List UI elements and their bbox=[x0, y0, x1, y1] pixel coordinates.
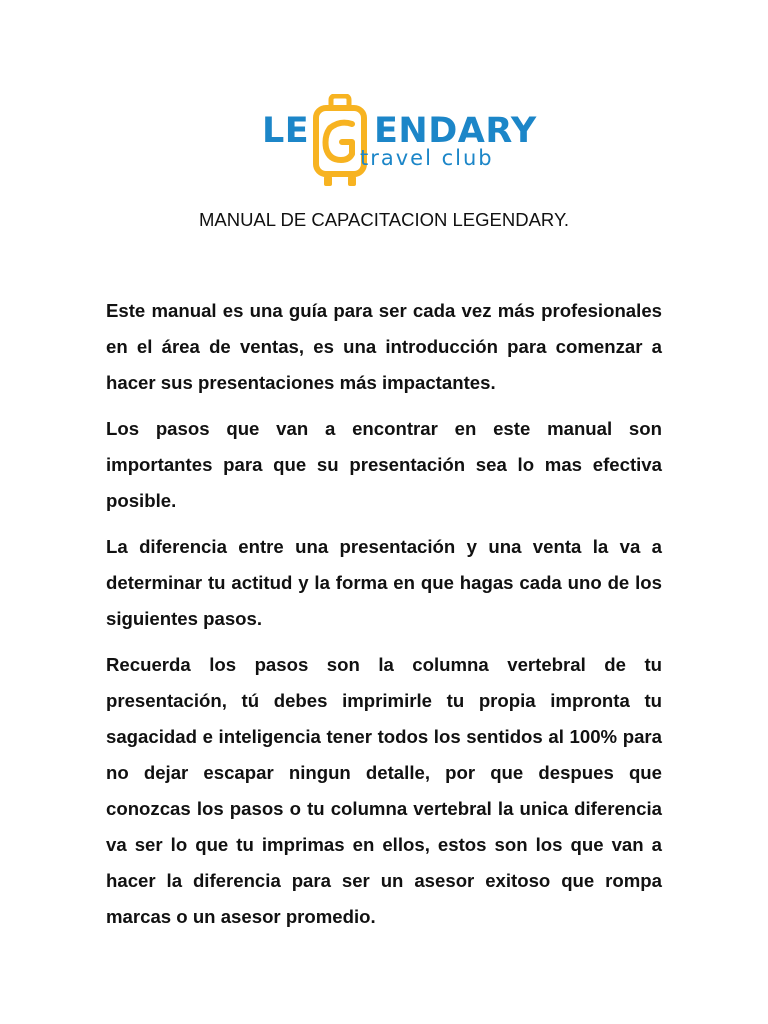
logo-text-right: ENDARY bbox=[374, 111, 537, 151]
logo-tagline: travel club bbox=[360, 146, 494, 170]
legendary-logo bbox=[258, 92, 537, 188]
paragraph-3: La diferencia entre una presentación y una venta la va a determinar tu actitud y la forma en que hagas cada uno de los siguientes pasos. bbox=[106, 536, 662, 629]
paragraph-2: Los pasos que van a encontrar en este manual son importantes para que su presentación sea lo mas efectiva posible. bbox=[106, 418, 662, 511]
logo-text-left: LE bbox=[262, 111, 310, 151]
paragraph-4: Recuerda los pasos son la columna vertebral de tu presentación, tú debes imprimirle tu propia impronta tu sagacidad e inteligencia tener todos los sentidos al 100% para no dejar escapar ningun detalle, por que despues que conozcas los pasos o tu columna vertebral la unica diferencia va ser lo que tu imprimas en ellos, estos son los que van a hacer la diferencia para ser un asesor exitoso que rompa marcas o un asesor promedio. bbox=[106, 654, 662, 927]
paragraph-1: Este manual es una guía para ser cada vez más profesionales en el área de ventas, es una introducción para comenzar a hacer sus presentaciones más impactantes. bbox=[106, 300, 662, 393]
document-title: MANUAL DE CAPACITACION LEGENDARY. bbox=[198, 209, 570, 230]
suitcase-icon bbox=[311, 94, 369, 188]
document-body bbox=[106, 293, 662, 945]
